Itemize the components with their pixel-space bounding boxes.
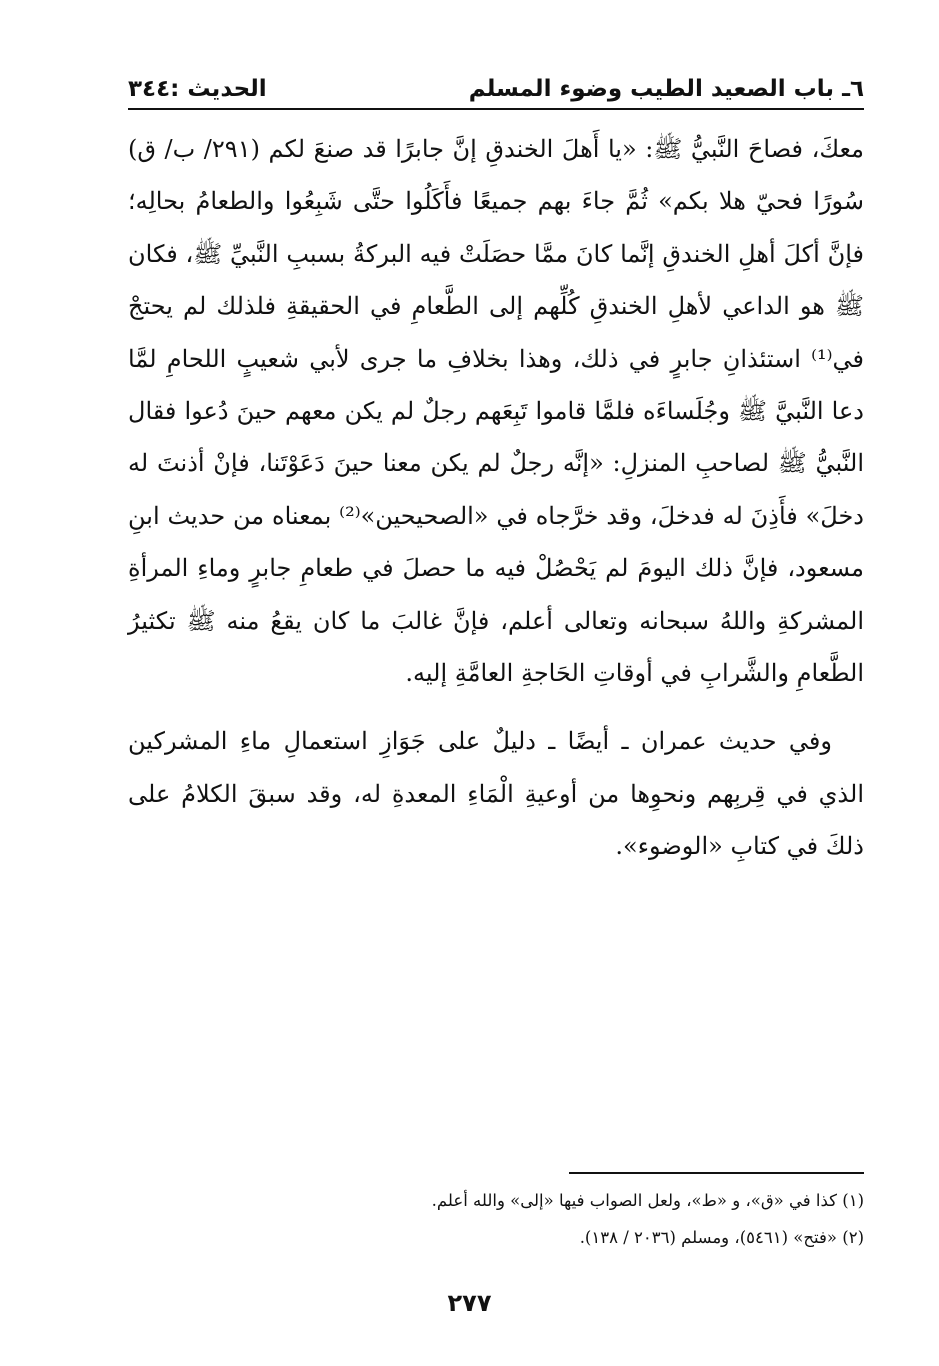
footnotes (128, 1182, 864, 1256)
running-header (128, 72, 864, 106)
footnote-2: (٢) «فتح» (٥٤٦١)، ومسلم (٢٠٣٦ / ١٣٨). (579, 1228, 864, 1247)
main-text (128, 123, 864, 873)
paragraph-1: معكَ، فصاحَ النَّبيُّ ﷺ: «يا أَهلَ الخندقِ إنَّ جابرًا قد صنعَ لكم (٢٩١/ ب/ ق) سُورًا فحيّ هلا بكم» ثُمَّ جاءَ بهم جميعًا فأَكَلُوا حتَّى شَبِعُوا والطعامُ بحالِه؛ فإنَّ أكلَ أهلِ الخندقِ إنَّما كانَ ممَّا حصَلَتْ فيه البركةُ بسببِ النَّبيِّ ﷺ، فكان ﷺ هو الداعي لأهلِ الخندقِ كُلِّهم إلى الطَّعامِ في الحقيقةِ فلذلك لم يحتجْ في⁽¹⁾ استئذانِ جابرٍ في ذلك، وهذا بخلافِ ما جرى لأبي شعيبٍ اللحامِ لمَّا دعا النَّبيَّ ﷺ وجُلَساءَه فلمَّا قاموا تَبِعَهم رجلٌ لم يكن معهم حينَ دُعوا فقال النَّبيُّ ﷺ لصاحبِ المنزلِ: «إنَّه رجلٌ لم يكن معنا حينَ دَعَوْتَنا، فإنْ أذنتَ له دخلَ» فأَذِنَ له فدخلَ، وقد خرَّجاه في «الصحيحين»⁽²⁾ بمعناه من حديث ابنِ مسعود، فإنَّ ذلك اليومَ لم يَحْصُلْ فيه ما حصلَ في طعامِ جابرٍ وماءِ المرأةِ المشركةِ واللهُ سبحانه وتعالى أعلم، فإنَّ غالبَ ما كان يقعُ منه ﷺ تكثيرُ الطَّعامِ والشَّرابِ في أوقاتِ الحَاجةِ العامَّةِ إليه. (128, 135, 865, 688)
footnote-rule (569, 1172, 864, 1174)
paragraph-2: وفي حديث عمران ـ أيضًا ـ دليلٌ على جَوَازِ استعمالِ ماءِ المشركين الذي في قِربِهم ونحوِها من أوعيةِ الْمَاءِ المعدةِ له، وقد سبقَ الكلامُ على ذلكَ في كتابِ «الوضوء». (128, 727, 864, 861)
footnote-1: (١) كذا في «ق»، و «ط»، ولعل الصواب فيها «إلى» والله أعلم. (431, 1191, 864, 1210)
hadith-number: الحديث :٣٤٤ (128, 76, 267, 102)
chapter-title: ٦ـ باب الصعيد الطيب وضوء المسلم (468, 76, 864, 102)
header-rule (128, 108, 864, 110)
page-number: ٢٧٧ (447, 1289, 492, 1317)
